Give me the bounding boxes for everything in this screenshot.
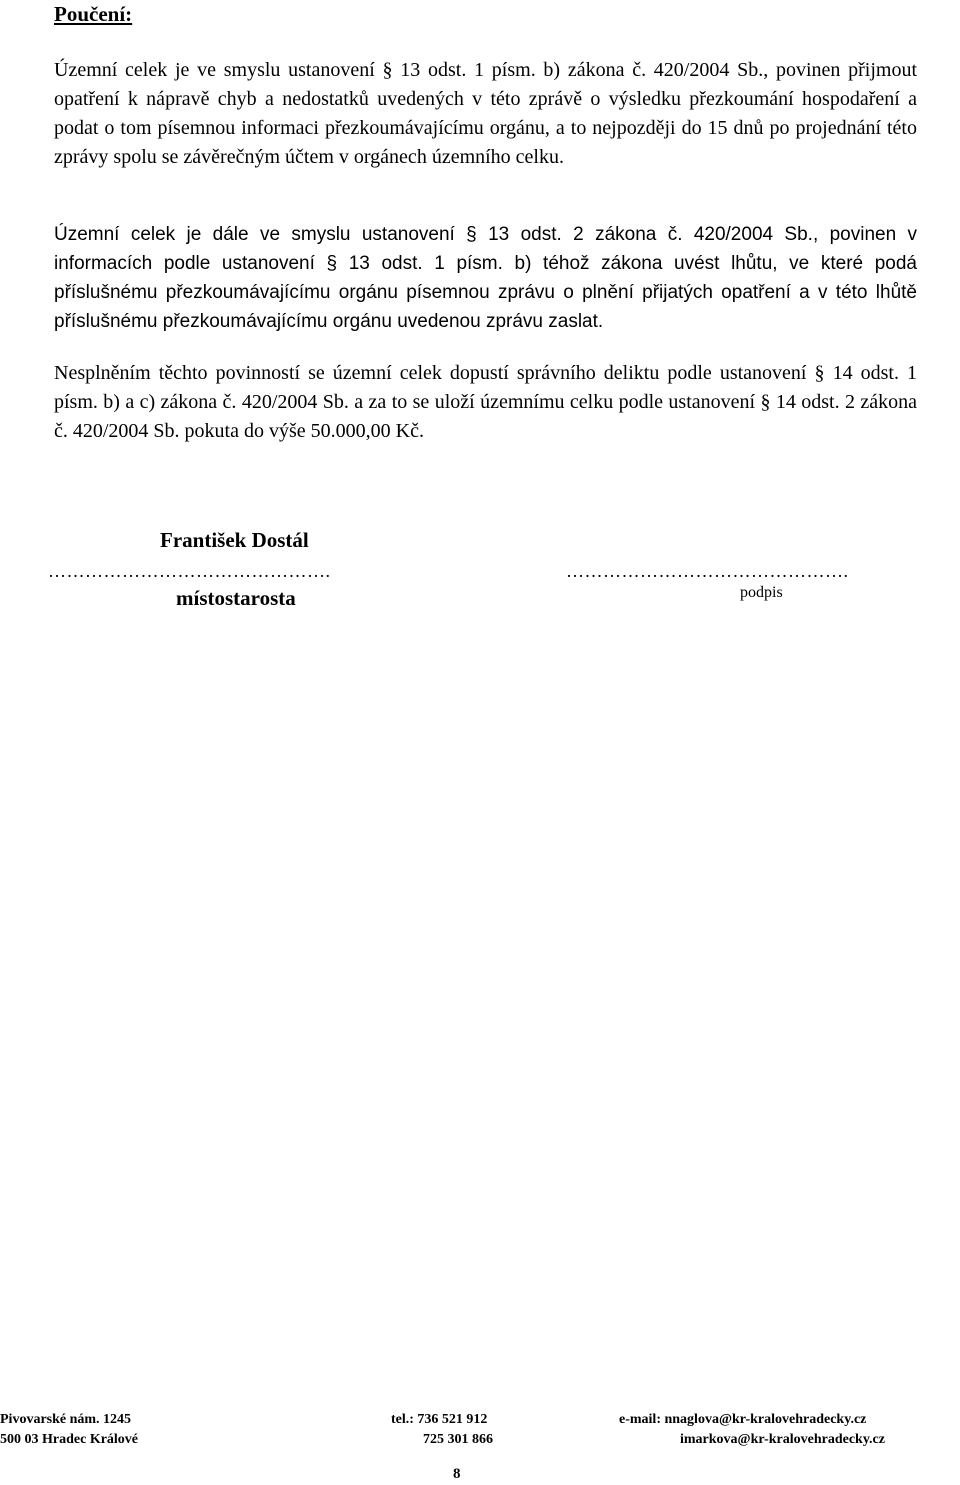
paragraph-remedial-duty: Územní celek je ve smyslu ustanovení § 13 odst. 1 písm. b) zákona č. 420/2004 Sb., povinen přijmout opatření k nápravě chyb a nedostatků uvedených v této zprávě o výsledku přezkoumání hospodaření a podat o tom písemnou informaci přezkoumávajícímu orgánu, a to nejpozději do 15 dnů po projednání této zprávy spolu se závěrečným účtem v orgánech územního celku. xyxy=(54,59,917,168)
footer-email-primary: e-mail: nnaglova@kr-kralovehradecky.cz xyxy=(619,1412,867,1427)
page-number: 8 xyxy=(453,1466,461,1482)
signature-label: podpis xyxy=(740,584,783,601)
paragraph-report-deadline: Územní celek je dále ve smyslu ustanovení § 13 odst. 2 zákona č. 420/2004 Sb., povinen v informacích podle ustanovení § 13 odst. 1 písm. b) téhož zákona uvést lhůtu, ve které podá příslušnému přezkoumávajícímu orgánu písemnou zprávu o plnění přijatých opatření a v této lhůtě příslušnému přezkoumávajícímu orgánu uvedenou zprávu zaslat. xyxy=(54,224,917,332)
signatory-name: František Dostál xyxy=(160,528,309,552)
signature-dotted-line: ………………………………………. xyxy=(566,561,849,581)
footer-phone-secondary: 725 301 866 xyxy=(423,1432,493,1447)
footer-phone-primary: tel.: 736 521 912 xyxy=(391,1412,488,1427)
signatory-role: místostarosta xyxy=(176,586,296,610)
footer-email-secondary: imarkova@kr-kralovehradecky.cz xyxy=(680,1432,885,1447)
notice-heading: Poučení: xyxy=(54,2,133,26)
signatory-dotted-line: ………………………………………. xyxy=(48,561,331,581)
footer-address-street: Pivovarské nám. 1245 xyxy=(0,1412,132,1427)
footer-address-city: 500 03 Hradec Králové xyxy=(0,1432,139,1447)
paragraph-penalty: Nesplněním těchto povinností se územní celek dopustí správního deliktu podle ustanovení § 14 odst. 1 písm. b) a c) zákona č. 420/2004 Sb. a za to se uloží územnímu celku podle ustanovení § 14 odst. 2 zákona č. 420/2004 Sb. pokuta do výše 50.000,00 Kč. xyxy=(54,362,917,442)
